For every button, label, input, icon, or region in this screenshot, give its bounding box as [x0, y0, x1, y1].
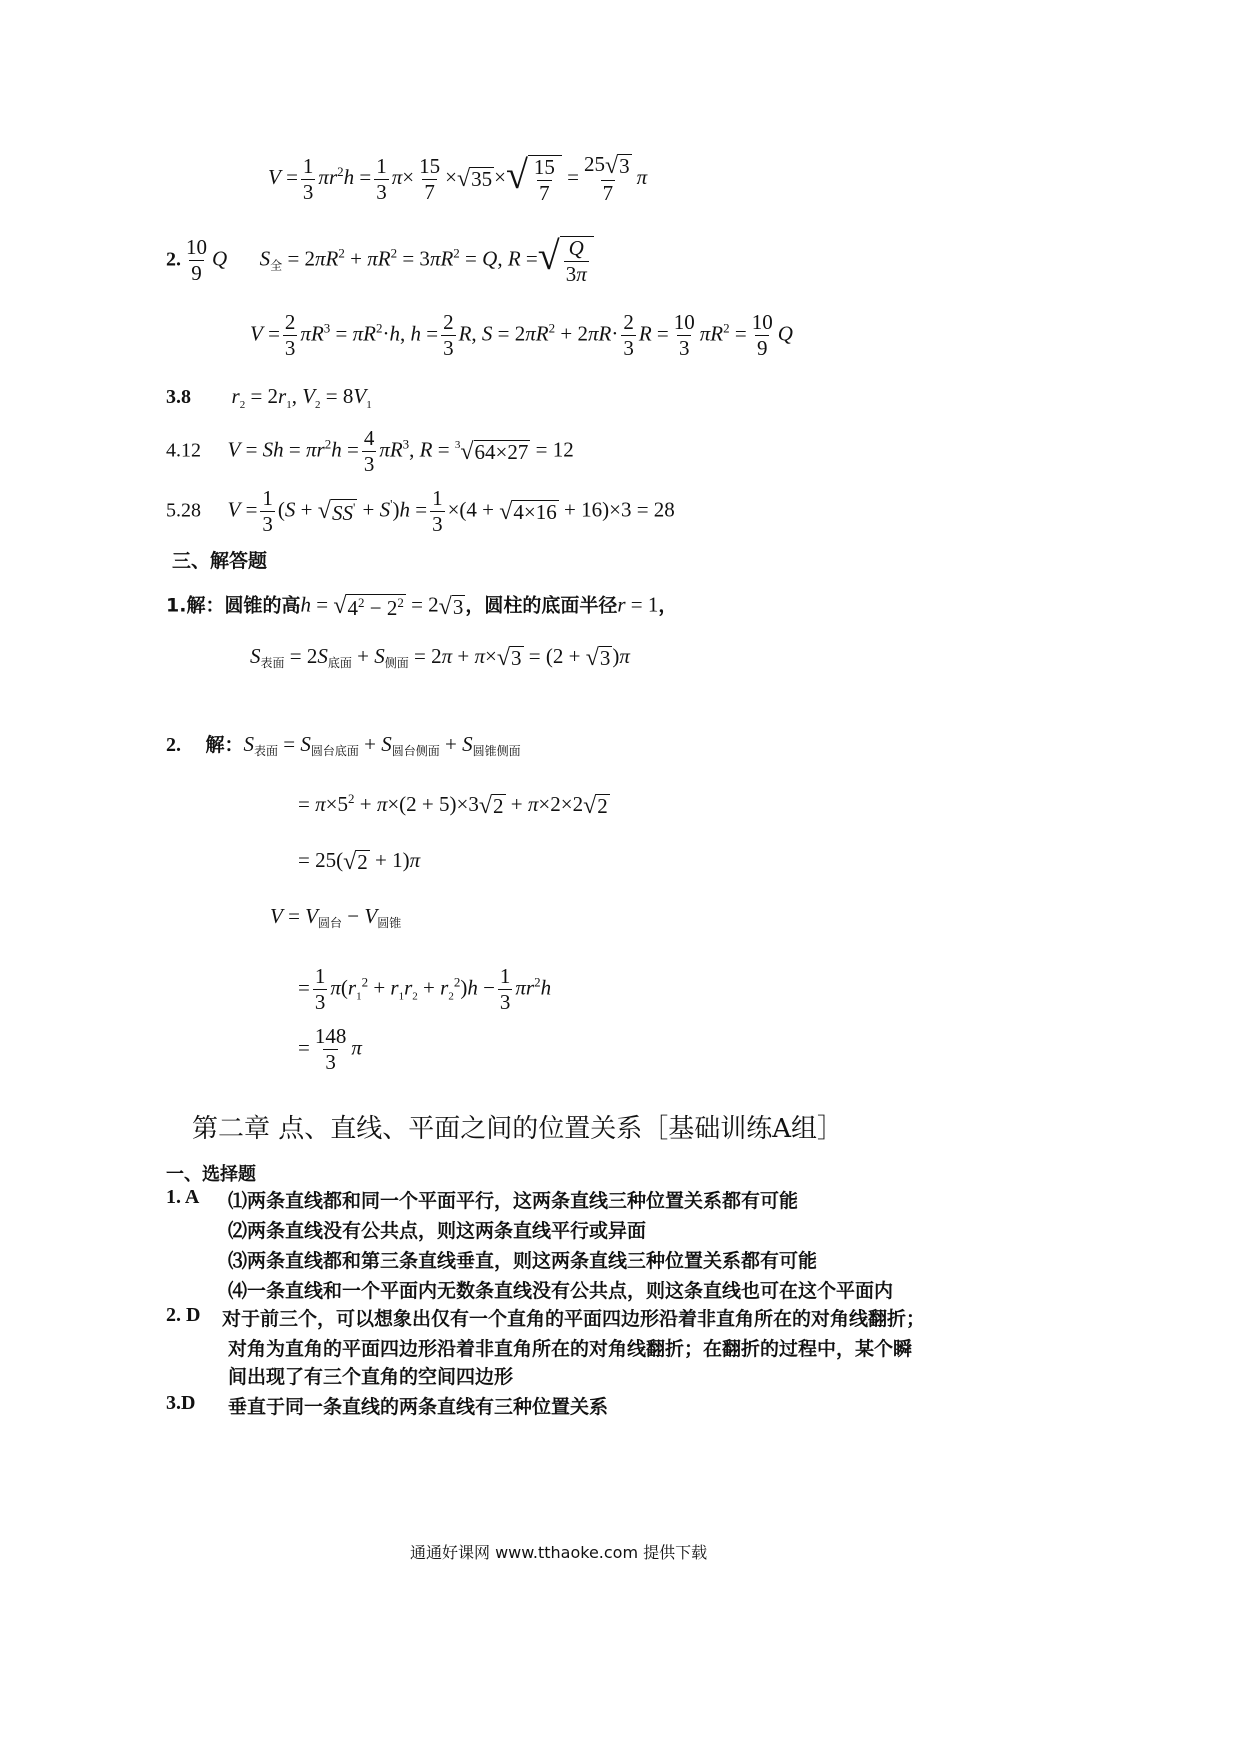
item-2-line-2: 对角为直角的平面四边形沿着非直角所在的对角线翻折；在翻折的过程中，某个瞬 — [228, 1338, 913, 1360]
formula-surface-2b: = 25( √ 2 + 1)π — [298, 848, 421, 876]
item-3-line-1: 垂直于同一条直线的两条直线有三种位置关系 — [228, 1396, 609, 1418]
solution-1-label: 1.解： — [166, 594, 225, 617]
formula-volume-diff: V = V圆台 − V圆锥 — [270, 904, 402, 930]
formula-volume-result: = $\frac{148}{3}$ π — [298, 1024, 362, 1074]
answer-2: 2. $\frac{10}{9}$ Q S全 = $2\pi R^2 + \pi R^2 = 3\pi R^2 = Q$, R = √ $\frac{Q}{3\pi}$ — [166, 236, 594, 285]
formula-surface-2a: = $\pi\times 5^2 + \pi\times(2 + 5)\times 3$ √ 2 + π×2×2 √ 2 — [298, 791, 608, 820]
item-1-line-3: ⑶两条直线都和第三条直线垂直，则这两条直线三种位置关系都有可能 — [228, 1250, 818, 1272]
answer-4-label: 4.12 — [166, 439, 201, 462]
item-2-label: 2. D — [166, 1304, 201, 1326]
section-1-title: 一、选择题 — [166, 1164, 256, 1185]
item-2-line-3: 间出现了有三个直角的空间四边形 — [228, 1366, 514, 1388]
page-footer: 通通好课网 www.tthaoke.com 提供下载 — [410, 1543, 708, 1562]
item-3-label: 3.D — [166, 1392, 196, 1414]
solution-1: 1.解：圆锥的高h = √ $4^2 - 2^2$ = 2 √ 3 ，圆柱的底面半径r = 1， — [166, 592, 678, 620]
answer-2-value: Q — [212, 246, 228, 271]
solution-2-solve: 解： — [205, 734, 244, 756]
chapter-heading: 第二章 点、直线、平面之间的位置关系［基础训练A组］ — [192, 1114, 844, 1144]
formula-volume-2: V = $\frac{2}{3}$ $\pi R^3 = \pi R^2\cdot h$, h = $\frac{2}{3}$ R, $S = 2\pi R^2 + 2\pi R\cdot$ $\frac{2}{3}$ R = $\frac{10}{3}$ $\pi R^2$ = $\frac{10}{9}$ Q — [250, 310, 793, 360]
item-1-line-4: ⑷一条直线和一个平面内无数条直线没有公共点，则这条直线也可在这个平面内 — [228, 1280, 894, 1302]
item-1-label: 1. A — [166, 1186, 200, 1208]
section-3-title: 三、解答题 — [172, 550, 268, 572]
answer-2-label: 2. — [166, 248, 181, 271]
formula-surface-1: S表面 = 2S底面 + S侧面 = 2π + π× √ 3 = (2 + √ 3 )π — [250, 644, 630, 672]
solution-1-text-c: ， — [658, 594, 678, 617]
answer-3: 3.8 $r_2 = 2r_1$, $V_2 = 8V_1$ — [166, 384, 372, 412]
formula-volume-diff-b: = $\frac{1}{3}$ $\pi(r_1^2 + r_1r_2 + r_2^2)h$ − $\frac{1}{3}$ $\pi r^2h$ — [298, 964, 552, 1014]
solution-2: 2. 解：S表面 = S圆台底面 + S圆台侧面 + S圆锥侧面 — [166, 732, 521, 758]
item-1-line-1: ⑴两条直线都和同一个平面平行，这两条直线三种位置关系都有可能 — [228, 1190, 799, 1212]
item-1-line-2: ⑵两条直线没有公共点，则这两条直线平行或异面 — [228, 1220, 647, 1242]
answer-5: 5.28 V = $\frac{1}{3}$ (S + √ SS' + S')h = $\frac{1}{3}$ ×(4 + √ 4×16 + 16)×3 = 28 — [166, 486, 675, 536]
answer-3-label: 3.8 — [166, 386, 191, 408]
solution-2-label: 2. — [166, 734, 181, 756]
item-2-line-1: 对于前三个，可以想象出仅有一个直角的平面四边形沿着非直角所在的对角线翻折； — [222, 1308, 926, 1330]
formula-cone-volume: V = $\frac{1}{3}$ $\pi r^2h$ = $\frac{1}{3}$ π× $\frac{15}{7}$ × √ 35 × √ $\frac{15}{7}$ = 25 √ 3 7 π — [268, 151, 648, 206]
answer-5-label: 5.28 — [166, 499, 201, 522]
solution-1-text-a: 圆锥的高 — [224, 594, 301, 617]
solution-1-text-b: ，圆柱的底面半径 — [465, 594, 618, 617]
answer-4: 4.12 $V = Sh = \pi r^2h$ = $\frac{4}{3}$ $\pi R^3$, R = $^3$√ 64×27 = 12 — [166, 426, 574, 476]
